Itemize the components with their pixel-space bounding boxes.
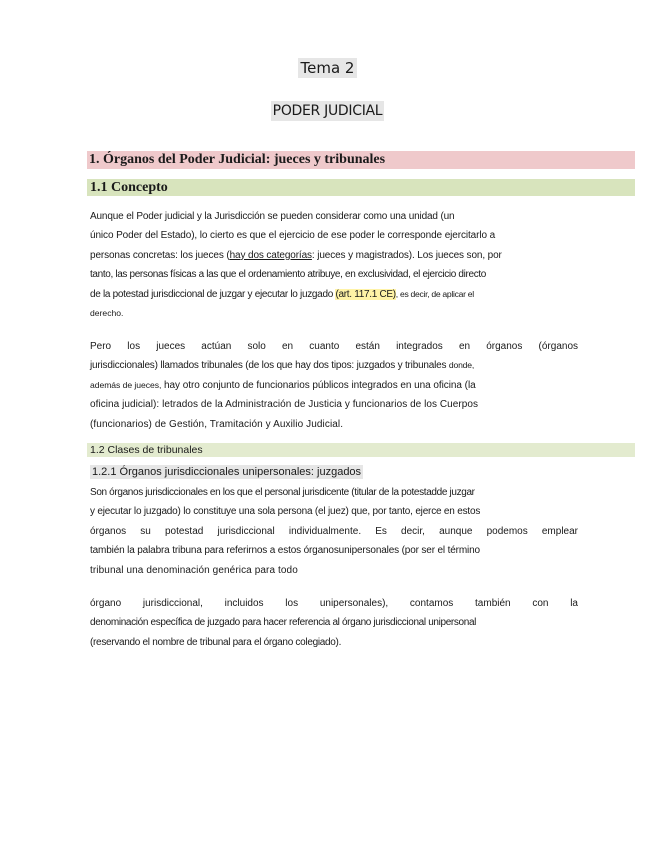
paragraph-line: tanto, las personas físicas a las que el ordenamiento atribuye, en exclusividad, el ejercicio directo [90,269,486,281]
text-run: donde, [448,360,475,371]
paragraph-line: denominación específica de juzgado para hacer referencia al órgano jurisdiccional unipersonal [90,617,477,629]
concepto-paragraph-2 [90,337,578,434]
juzgados-paragraph-1 [90,483,578,580]
paragraph-line: Son órganos jurisdiccionales en los que el personal jurisdicente (titular de la potestadde juzgar [90,487,475,498]
text-run: además de jueces, [90,379,162,390]
text-run: hay otro conjunto de funcionarios públicos integrados en una oficina (la [161,379,476,391]
section-1-1-heading: 1.1 Concepto [87,179,635,196]
paragraph-line: Aunque el Poder judicial y la Jurisdicción se pueden considerar como una unidad (un [90,211,455,222]
paragraph-line: tribunal una denominación genérica para todo [90,564,298,576]
paragraph-line: derecho. [90,307,124,318]
paragraph-line: (reservando el nombre de tribunal para el órgano colegiado). [90,636,342,648]
paragraph-line: único Poder del Estado), lo cierto es que el ejercicio de ese poder le corresponde ejercitarlo a [90,230,496,242]
topic-title [0,58,655,78]
section-1-2-1-heading: 1.2.1 Órganos jurisdiccionales unipersonales: juzgados [92,466,362,478]
text-run: jurisdiccionales) llamados tribunales (de los que hay dos tipos: juzgados y tribunales [90,360,449,372]
underlined-term: hay dos categorías [229,249,312,261]
section-1-2-heading: 1.2 Clases de tribunales [87,443,635,457]
section-1-heading: 1. Órganos del Poder Judicial: jueces y tribunales [87,151,635,169]
paragraph-line [90,285,578,304]
paragraph-line: órganos su potestad jurisdiccional individualmente. Es decir, aunque podemos emplear [90,525,578,537]
paragraph-line [90,356,578,375]
paragraph-line: Pero los jueces actúan solo en cuanto están integrados en órganos (órganos [90,341,578,352]
text-run: : jueces y magistrados). Los jueces son, por [311,249,502,261]
concepto-paragraph-1 [90,207,578,323]
paragraph-line: y ejecutar lo juzgado) lo constituye una sola persona (el juez) que, por tanto, ejerce en estos [90,506,481,518]
text-run: personas concretas: los jueces ( [90,249,230,261]
document-title-text: PODER JUDICIAL [272,103,383,119]
highlighted-citation: (art. 117.1 CE) [335,288,396,300]
paragraph-line: órgano jurisdiccional, incluidos los unipersonales), contamos también con la [90,598,578,609]
paragraph-line: (funcionarios) de Gestión, Tramitación y Auxilio Judicial. [90,418,344,430]
paragraph-line [90,376,578,395]
topic-title-text: Tema 2 [298,58,358,78]
document-title [0,101,655,121]
text-run: de la potestad jurisdiccional de juzgar y ejecutar lo juzgado [90,288,336,300]
juzgados-paragraph-2 [90,594,578,652]
paragraph-line: oficina judicial): letrados de la Administración de Justicia y funcionarios de los Cuerpos [90,399,479,411]
paragraph-line: también la palabra tribuna para referirnos a estos órganosunipersonales (por ser el término [90,545,480,557]
text-run: , es decir, de aplicar el [395,288,474,299]
paragraph-line [90,246,578,265]
